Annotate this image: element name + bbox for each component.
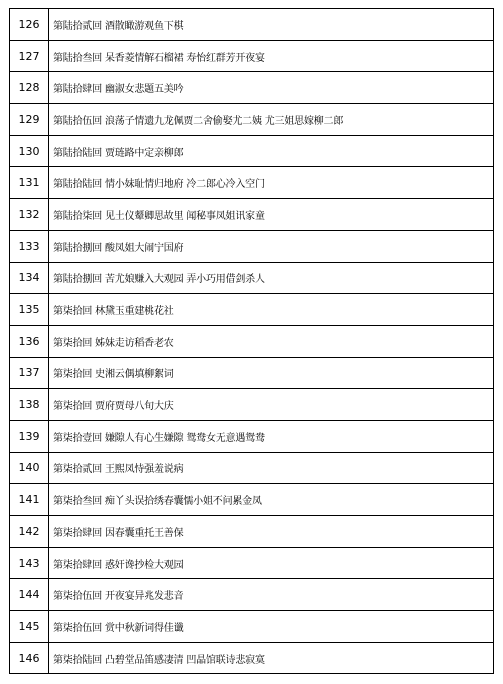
chapter-title: 第柒拾叁回 痴丫头误拾绣春囊懦小姐不问累金凤 xyxy=(49,484,494,516)
table-row xyxy=(10,199,494,231)
chapter-title: 第陆拾陆回 情小妹耻情归地府 冷二郎心冷入空门 xyxy=(49,167,494,199)
row-number: 126 xyxy=(10,9,49,41)
chapter-title: 第陆拾伍回 浪荡子情遗九龙佩贾二舍偷娶尤二姨 尤三姐思嫁柳二郎 xyxy=(49,104,494,136)
row-number: 139 xyxy=(10,420,49,452)
chapter-title: 第柒拾肆回 因春囊重托王善保 xyxy=(49,516,494,548)
table-row xyxy=(10,642,494,674)
row-number: 138 xyxy=(10,389,49,421)
chapter-title: 第柒拾回 史湘云偶填柳絮词 xyxy=(49,357,494,389)
table-row xyxy=(10,135,494,167)
table-row xyxy=(10,357,494,389)
table-row xyxy=(10,230,494,262)
chapter-title: 第陆拾柒回 见土仪颦卿思故里 闻秘事凤姐讯家童 xyxy=(49,199,494,231)
row-number: 143 xyxy=(10,547,49,579)
table-row xyxy=(10,104,494,136)
row-number: 127 xyxy=(10,40,49,72)
row-number: 136 xyxy=(10,325,49,357)
row-number: 132 xyxy=(10,199,49,231)
row-number: 144 xyxy=(10,579,49,611)
chapter-title: 第陆拾捌回 苦尤娘赚入大观园 弄小巧用借剑杀人 xyxy=(49,262,494,294)
table-row xyxy=(10,611,494,643)
row-number: 130 xyxy=(10,135,49,167)
table-row xyxy=(10,516,494,548)
chapter-title: 第陆拾肆回 幽淑女悲题五美吟 xyxy=(49,72,494,104)
row-number: 141 xyxy=(10,484,49,516)
table-row xyxy=(10,484,494,516)
chapter-title: 第柒拾贰回 王熙凤恃强羞说病 xyxy=(49,452,494,484)
row-number: 128 xyxy=(10,72,49,104)
chapter-title: 第柒拾回 姊妹走访稻香老农 xyxy=(49,325,494,357)
row-number: 129 xyxy=(10,104,49,136)
table-row xyxy=(10,9,494,41)
row-number: 142 xyxy=(10,516,49,548)
row-number: 145 xyxy=(10,611,49,643)
table-row xyxy=(10,579,494,611)
chapter-table xyxy=(9,8,494,674)
chapter-title: 第柒拾伍回 赏中秋新词得佳谶 xyxy=(49,611,494,643)
table-row xyxy=(10,294,494,326)
table-row xyxy=(10,420,494,452)
chapter-table-body xyxy=(10,9,494,674)
chapter-title: 第柒拾肆回 惑奸谗抄检大观园 xyxy=(49,547,494,579)
row-number: 135 xyxy=(10,294,49,326)
chapter-title: 第陆拾叁回 呆香菱情解石榴裙 寿怡红群芳开夜宴 xyxy=(49,40,494,72)
table-row xyxy=(10,40,494,72)
row-number: 146 xyxy=(10,642,49,674)
chapter-title: 第陆拾陆回 贾琏路中定亲柳郎 xyxy=(49,135,494,167)
row-number: 133 xyxy=(10,230,49,262)
table-row xyxy=(10,547,494,579)
chapter-title: 第柒拾回 林黛玉重建桃花社 xyxy=(49,294,494,326)
table-row xyxy=(10,167,494,199)
row-number: 134 xyxy=(10,262,49,294)
chapter-title: 第陆拾捌回 酸凤姐大闹宁国府 xyxy=(49,230,494,262)
chapter-title: 第柒拾回 贾府贾母八旬大庆 xyxy=(49,389,494,421)
row-number: 140 xyxy=(10,452,49,484)
row-number: 137 xyxy=(10,357,49,389)
table-row xyxy=(10,325,494,357)
chapter-title: 第柒拾陆回 凸碧堂品笛感凄清 凹晶馆联诗悲寂寞 xyxy=(49,642,494,674)
table-row xyxy=(10,72,494,104)
chapter-title: 第陆拾贰回 酒散瞰游观鱼下棋 xyxy=(49,9,494,41)
table-row xyxy=(10,389,494,421)
row-number: 131 xyxy=(10,167,49,199)
chapter-title: 第柒拾壹回 嫌隙人有心生嫌隙 鸳鸯女无意遇鸳鸯 xyxy=(49,420,494,452)
chapter-title: 第柒拾伍回 开夜宴异兆发悲音 xyxy=(49,579,494,611)
table-row xyxy=(10,452,494,484)
table-row xyxy=(10,262,494,294)
